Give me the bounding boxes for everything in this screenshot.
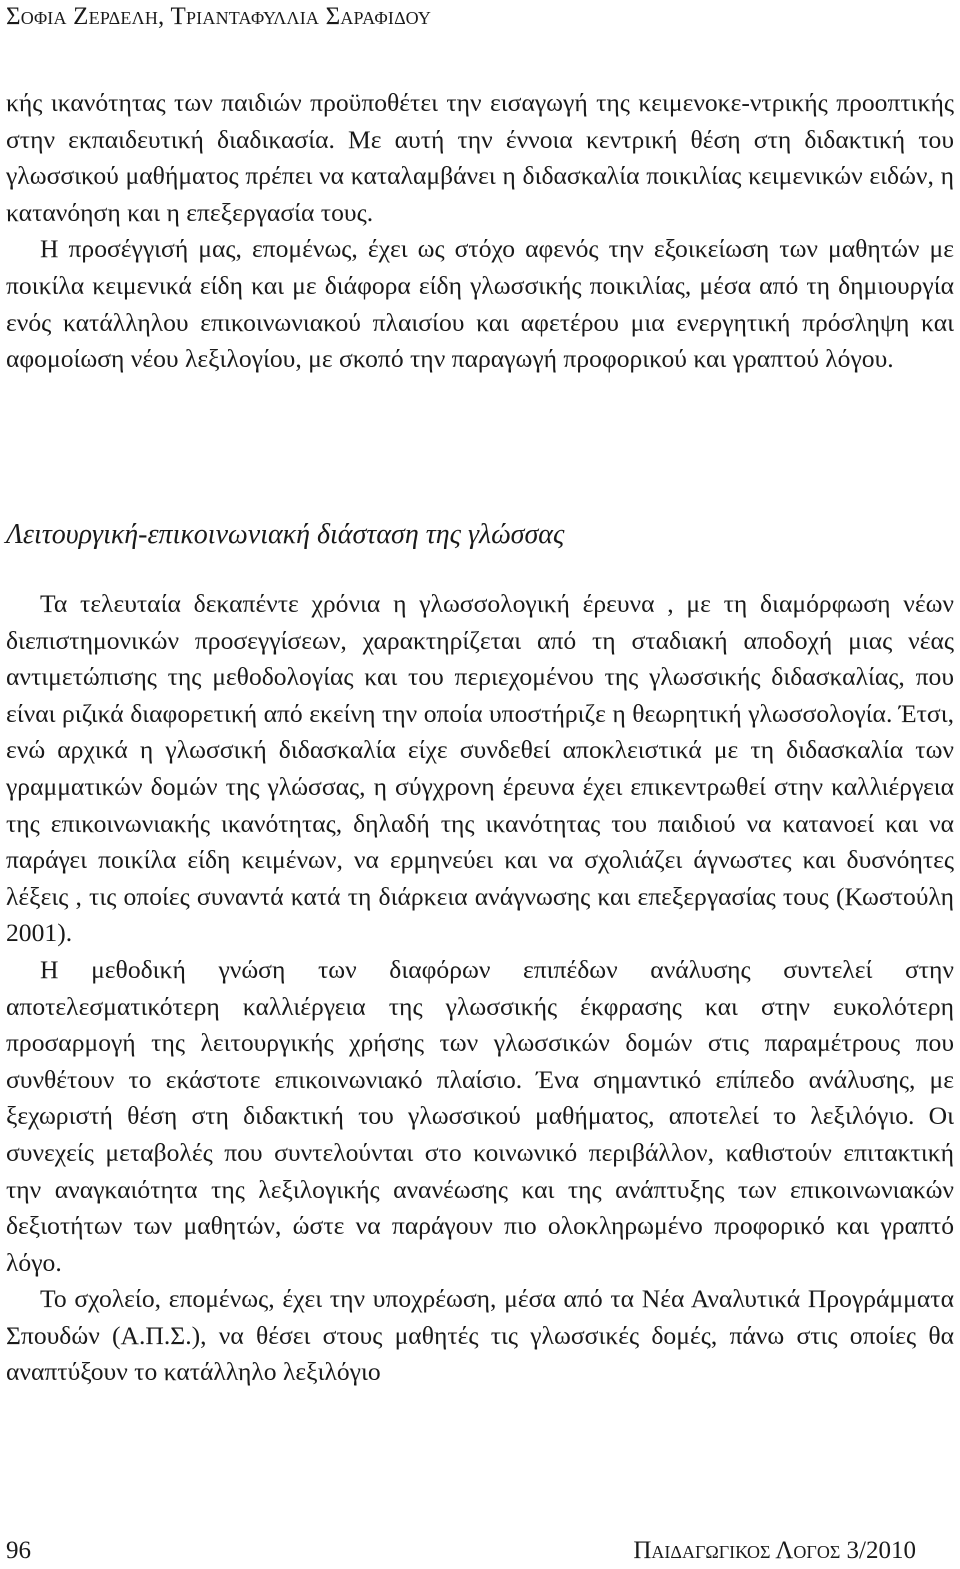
text-block-section: [6, 586, 954, 1391]
paragraph: Η προσέγγισή μας, επομένως, έχει ως στόχο αφενός την εξοικείωση των μαθητών με ποικίλα κειμενικά είδη και με διάφορα είδη γλωσσικής ποικιλίας, μέσα από τη δημιουργία ενός κατάλληλου επικοινωνιακού πλαισίου και αφετέρου μια ενεργητική πρόσληψη και αφομοίωση νέου λεξιλογίου, με σκοπό την παραγωγή προφορικού και γραπτού λόγου.: [6, 234, 954, 374]
text-block-intro: [6, 85, 954, 378]
section-heading: Λειτουργική-επικοινωνιακή διάσταση της γλώσσας: [6, 519, 565, 550]
page-number: 96: [6, 1537, 31, 1564]
paragraph: Η μεθοδική γνώση των διαφόρων επιπέδων ανάλυσης συντελεί στην αποτελεσματικότερη καλλιέργεια της γλωσσικής έκφρασης και στην ευκολότερη προσαρμογή της λειτουργικής χρήσης των γλωσσικών δομών στις παραμέτρους που συνθέτουν το εκάστοτε επικοινωνιακό πλαίσιο. Ένα σημαντικό επίπεδο ανάλυσης, με ξεχωριστή θέση στη διδακτική του γλωσσικού μαθήματος, αποτελεί το λεξιλόγιο. Οι συνεχείς μεταβολές που συντελούνται στο κοινωνικό περιβάλλον, καθιστούν επιτακτική την αναγκαιότητα της λεξιλογικής ανανέωσης και της ανάπτυξης των επικοινωνιακών δεξιοτήτων των μαθητών, ώστε να παράγουν πιο ολοκληρωμένο προφορικό και γραπτό λόγο.: [6, 954, 954, 1277]
paragraph-continued: κής ικανότητας των παιδιών προϋποθέτει την εισαγωγή της κειμενοκε-ντρικής προοπτικής στην εκπαιδευτική διαδικασία. Με αυτή την έννοια κεντρική θέση στη διδακτική του γλωσσικού μαθήματος πρέπει να καταλαμβάνει η διδασκαλία ποικιλίας κειμενικών ειδών, η κατανόηση και η επεξεργασία τους.: [6, 88, 954, 227]
paragraph: Το σχολείο, επομένως, έχει την υποχρέωση, μέσα από τα Νέα Αναλυτικά Προγράμματα Σπουδών (Α.Π.Σ.), να θέσει στους μαθητές τις γλωσσικές δομές, πάνω στις οποίες θα αναπτύξουν το κατάλληλο λεξιλόγιο: [6, 1284, 954, 1387]
paragraph: Τα τελευταία δεκαπέντε χρόνια η γλωσσολογική έρευνα , με τη διαμόρφωση νέων διεπιστημονικών προσεγγίσεων, χαρακτηρίζεται από τη σταδιακή αποδοχή μιας νέας αντιμετώπισης της μεθοδολογίας και του περιεχομένου της γλωσσικής διδασκαλίας, που είναι ριζικά διαφορετική από εκείνη την οποία υποστήριζε η θεωρητική γλωσσολογία. Έτσι, ενώ αρχικά η γλωσσική διδασκαλία είχε συνδεθεί αποκλειστικά με τη διδασκαλία των γραμματικών δομών της γλώσσας, η σύγχρονη έρευνα έχει επικεντρωθεί στην καλλιέργεια της επικοινωνιακής ικανότητας, δηλαδή της ικανότητας του παιδιού να κατανοεί και να παράγει ποικίλα είδη κειμένων, να ερμηνεύει και να σχολιάζει άγνωστες και δυσνόητες λέξεις , τις οποίες συναντά κατά τη διάρκεια ανάγνωσης και επεξεργασίας τους (Κωστούλη 2001).: [6, 589, 954, 948]
running-head: Σοφια Ζερδελη, Τριανταφυλλια Σαραφιδου: [6, 3, 432, 30]
journal-title: Παιδαγωγικος Λογος 3/2010: [633, 1537, 916, 1564]
